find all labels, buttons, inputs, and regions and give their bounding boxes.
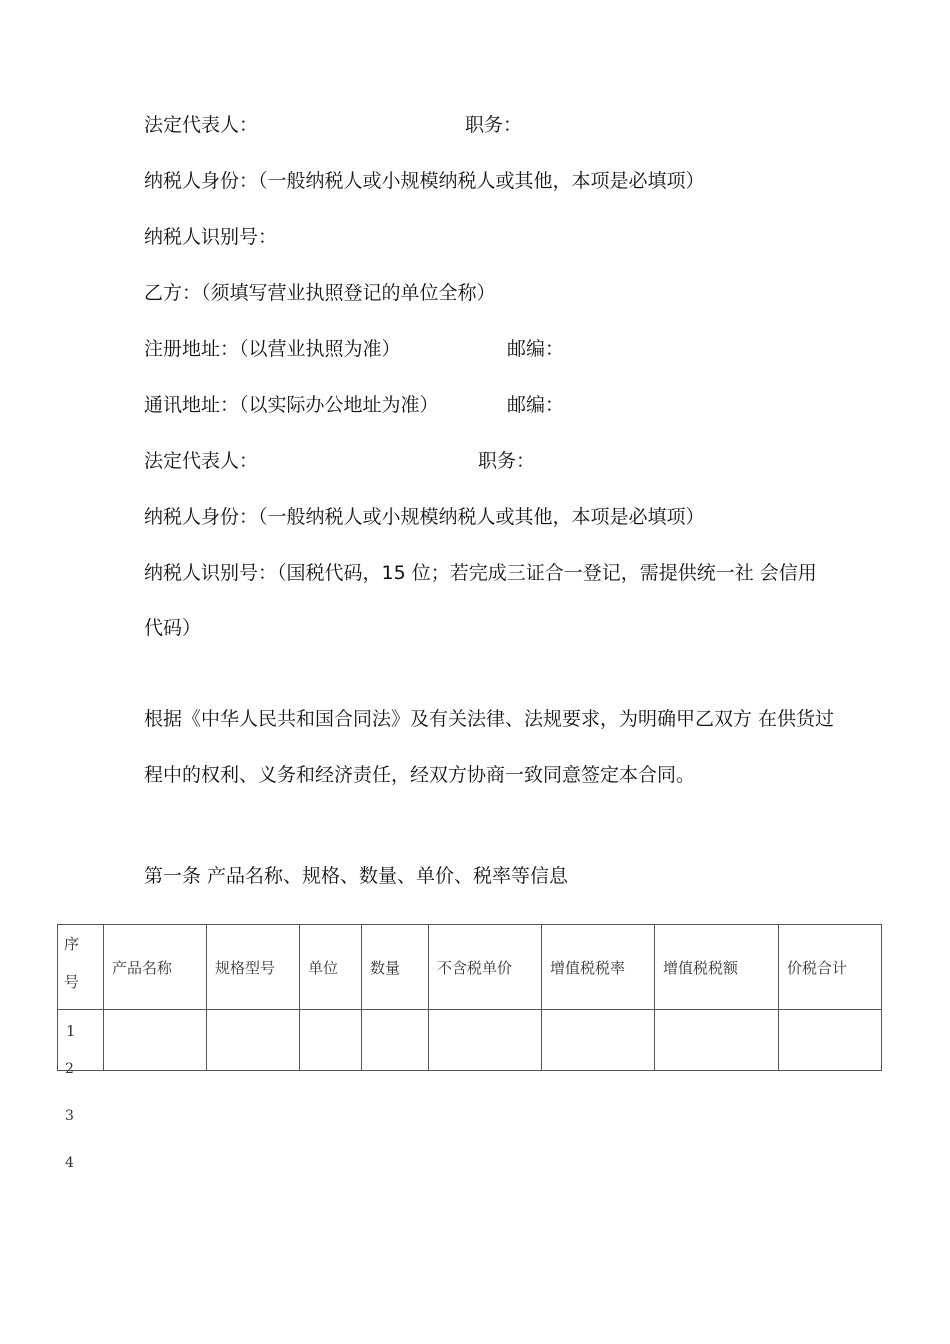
header-vat-rate: 增值税税率	[542, 925, 655, 1010]
row-number-4: 4	[65, 1155, 74, 1171]
party-a-tax-id-label: 纳税人识别号：	[144, 226, 278, 248]
table-row	[58, 1010, 882, 1071]
row-seq-cell: 1	[58, 1010, 104, 1071]
quantity-cell[interactable]	[362, 1010, 429, 1071]
article-1-title: 第一条 产品名称、规格、数量、单价、税率等信息	[144, 865, 569, 887]
header-spec-model: 规格型号	[207, 925, 300, 1010]
header-product-name: 产品名称	[104, 925, 207, 1010]
unit-cell[interactable]	[300, 1010, 362, 1071]
party-b-tax-identity: 纳税人身份：（一般纳税人或小规模纳税人或其他，本项是必填项）	[144, 506, 705, 528]
total-cell[interactable]	[779, 1010, 882, 1071]
party-a-tax-identity: 纳税人身份：（一般纳税人或小规模纳税人或其他，本项是必填项）	[144, 170, 705, 192]
vat-amount-cell[interactable]	[655, 1010, 779, 1071]
unit-price-cell[interactable]	[429, 1010, 542, 1071]
header-seq	[58, 925, 104, 1010]
row-number-3: 3	[65, 1108, 74, 1124]
preamble-line1: 根据《中华人民共和国合同法》及有关法律、法规要求，为明确甲乙双方 在供货过	[144, 708, 835, 730]
product-info-table	[57, 924, 881, 1071]
header-unit-price: 不含税单价	[429, 925, 542, 1010]
product-name-cell[interactable]	[104, 1010, 207, 1071]
table-header-row	[58, 925, 882, 1010]
header-unit: 单位	[300, 925, 362, 1010]
row-number-2: 2	[65, 1061, 74, 1077]
vat-rate-cell[interactable]	[542, 1010, 655, 1071]
party-b-reg-postcode: 邮编：	[507, 338, 565, 360]
header-quantity: 数量	[362, 925, 429, 1010]
party-b-tax-id-line2: 代码）	[144, 617, 202, 639]
party-b-tax-id-line1: 纳税人识别号：（国税代码，15 位；若完成三证合一登记，需提供统一社 会信用	[144, 562, 817, 584]
party-a-position-label: 职务：	[465, 114, 523, 136]
spec-model-cell[interactable]	[207, 1010, 300, 1071]
header-vat-amount: 增值税税额	[655, 925, 779, 1010]
header-total: 价税合计	[779, 925, 882, 1010]
party-b-legal-rep-label: 法定代表人：	[144, 450, 259, 472]
preamble-line2: 程中的权利、义务和经济责任，经双方协商一致同意签定本合同。	[144, 764, 696, 786]
party-b-position-label: 职务：	[478, 450, 536, 472]
party-a-legal-rep-label: 法定代表人：	[144, 114, 259, 136]
party-b-reg-address: 注册地址：（以营业执照为准）	[144, 338, 401, 360]
party-b-name: 乙方：（须填写营业执照登记的单位全称）	[144, 282, 496, 304]
header-seq-line2: 号	[64, 973, 80, 991]
party-b-mail-postcode: 邮编：	[507, 394, 565, 416]
party-b-mail-address: 通讯地址：（以实际办公地址为准）	[144, 394, 439, 416]
header-seq-line1: 序	[64, 935, 80, 953]
